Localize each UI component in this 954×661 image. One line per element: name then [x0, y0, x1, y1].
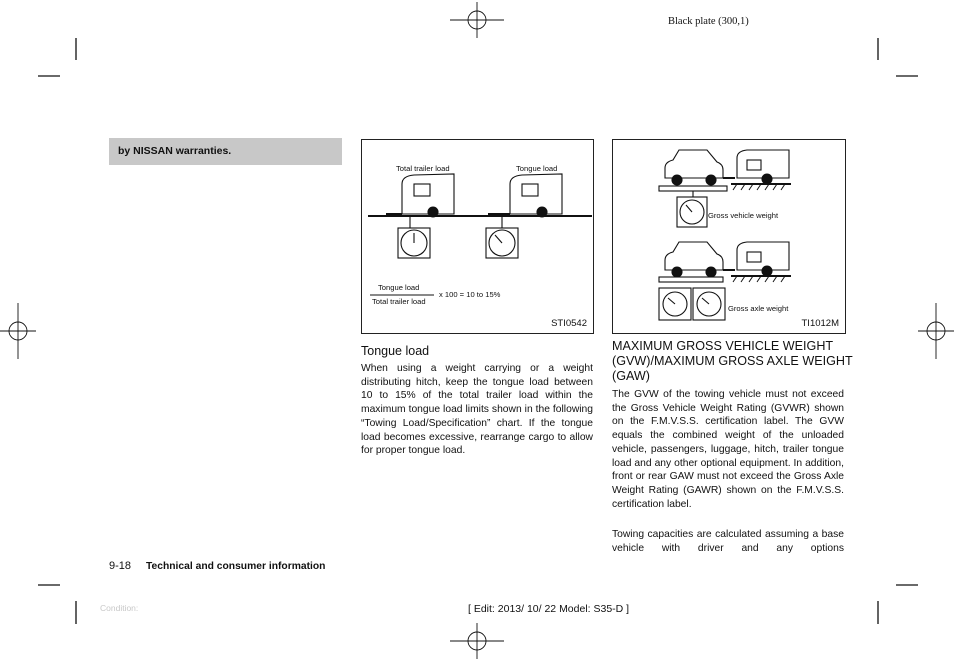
gross-axle-weight-label: Gross axle weight	[728, 304, 789, 313]
gvw-paragraph: The GVW of the towing vehicle must not exceed the Gross Vehicle Weight Rating (GVWR) shown on the F.M.V.S.S. certification label. The GVW equals the combined weight of the unloaded vehicle, passengers, luggage, hitch, trailer tongue load and any other optional equipment. In addition, front or rear GAW must not exceed the Gross Axle Weight Rating (GAWR) shown on the F.M.V.S.S. certification label.	[612, 389, 844, 510]
gross-vehicle-weight-label: Gross vehicle weight	[708, 211, 779, 220]
gross-weight-figure	[612, 139, 846, 334]
tongue-load-heading: Tongue load	[361, 344, 430, 358]
formula-denominator: Total trailer load	[372, 297, 426, 306]
plate-label: Black plate (300,1)	[668, 16, 749, 27]
towing-capacity-paragraph: Towing capacities are calculated assuming a base vehicle with driver and any options	[612, 529, 844, 554]
figure-code: STI0542	[551, 318, 587, 329]
gvw-heading: MAXIMUM GROSS VEHICLE WEIGHT (GVW)/MAXIMUM GROSS AXLE WEIGHT (GAW)	[612, 339, 853, 384]
section-name: Technical and consumer information	[146, 561, 326, 572]
tongue-load-figure	[361, 139, 594, 334]
tongue-load-label: Tongue load	[516, 164, 558, 173]
total-trailer-load-label: Total trailer load	[396, 164, 450, 173]
figure-code: TI1012M	[801, 318, 839, 329]
warranty-band	[109, 138, 342, 165]
formula-result: x 100 = 10 to 15%	[439, 290, 501, 299]
warranty-band-text: by NISSAN warranties.	[118, 145, 232, 157]
edit-info: [ Edit: 2013/ 10/ 22 Model: S35-D ]	[468, 603, 630, 615]
formula-numerator: Tongue load	[378, 283, 420, 292]
page-number: 9-18	[109, 560, 132, 572]
condition-label: Condition:	[100, 603, 139, 613]
tongue-load-paragraph: When using a weight carrying or a weight distributing hitch, keep the tongue load between 10 to 15% of the total trailer load within the maximum tongue load limits shown in the following “Towing Load/Specification” chart. If the tongue load becomes excessive, rearrange cargo to allow for proper tongue load.	[361, 363, 593, 457]
